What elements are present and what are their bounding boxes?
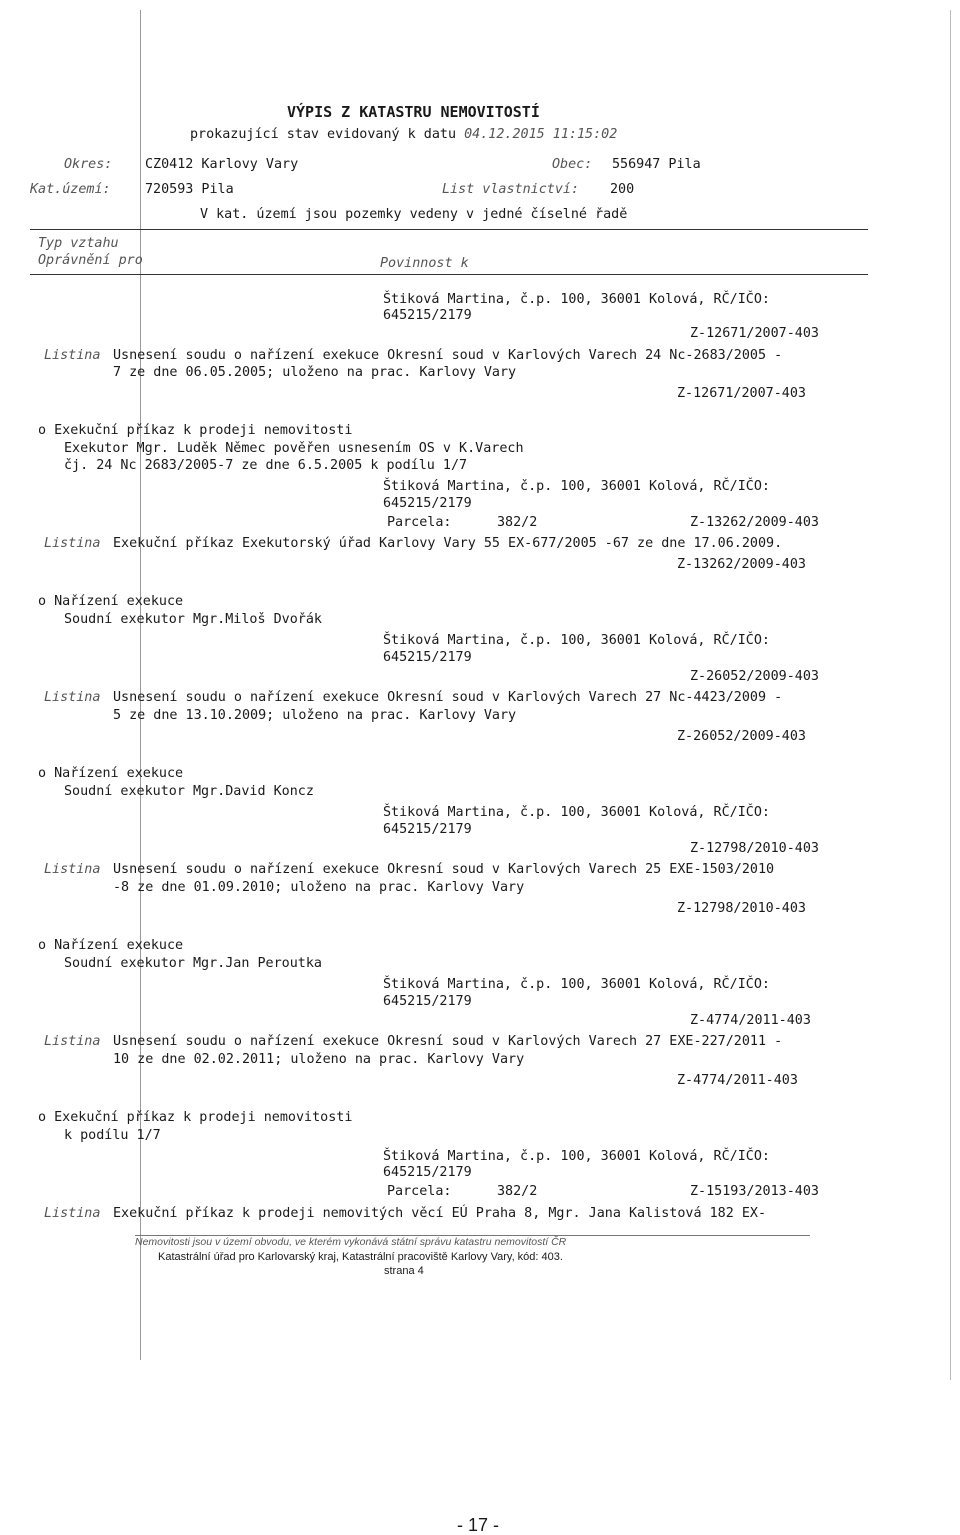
owner-name: Štiková Martina, č.p. 100, 36001 Kolová, RČ/IČO:	[383, 292, 770, 307]
okres-value: CZ0412 Karlovy Vary	[145, 157, 299, 172]
entry-type: o Nařízení exekuce	[38, 766, 184, 781]
listina-text: Usnesení soudu o nařízení exekuce Okresní soud v Karlových Varech 27 EXE-227/2011 -	[113, 1034, 783, 1049]
entry-detail: Exekutor Mgr. Luděk Němec pověřen usnesením OS v K.Varech	[64, 441, 524, 456]
entry-detail: Soudní exekutor Mgr.Jan Peroutka	[64, 956, 322, 971]
column-divider	[140, 10, 141, 1360]
column-opravneni-pro: Oprávnění pro	[38, 253, 143, 268]
owner-name: Štiková Martina, č.p. 100, 36001 Kolová, RČ/IČO:	[383, 1149, 770, 1164]
listina-text: Usnesení soudu o nařízení exekuce Okresní soud v Karlových Varech 27 Nc-4423/2009 -	[113, 690, 783, 705]
listina-text: Usnesení soudu o nařízení exekuce Okresní soud v Karlových Varech 25 EXE-1503/2010	[113, 862, 775, 877]
page-number: - 17 -	[457, 1515, 500, 1535]
entry-type: o Nařízení exekuce	[38, 938, 184, 953]
entry-detail: čj. 24 Nc 2683/2005-7 ze dne 6.5.2005 k podílu 1/7	[64, 458, 468, 473]
listina-text: 10 ze dne 02.02.2011; uloženo na prac. Karlovy Vary	[113, 1052, 525, 1067]
parcela-value: 382/2	[497, 1184, 538, 1199]
parcela-label: Parcela:	[387, 515, 452, 530]
owner-name: Štiková Martina, č.p. 100, 36001 Kolová, RČ/IČO:	[383, 479, 770, 494]
listina-label: Listina	[44, 1034, 101, 1049]
owner-name: Štiková Martina, č.p. 100, 36001 Kolová, RČ/IČO:	[383, 805, 770, 820]
z-reference: Z-26052/2009-403	[677, 729, 806, 744]
cadastre-note: V kat. území jsou pozemky vedeny v jedné číselné řadě	[200, 207, 628, 222]
footer-jurisdiction: Nemovitosti jsou v území obvodu, ve kterém vykonává státní správu katastru nemovitostí ČR	[135, 1236, 567, 1248]
entry-type: o Exekuční příkaz k prodeji nemovitosti	[38, 423, 353, 438]
entry-detail: Soudní exekutor Mgr.David Koncz	[64, 784, 314, 799]
owner-id: 645215/2179	[383, 1165, 472, 1180]
entry-type: o Exekuční příkaz k prodeji nemovitosti	[38, 1110, 353, 1125]
z-reference: Z-4774/2011-403	[677, 1073, 798, 1088]
listina-text: Exekuční příkaz Exekutorský úřad Karlovy Vary 55 EX-677/2005 -67 ze dne 17.06.2009.	[113, 536, 783, 551]
listina-text: Usnesení soudu o nařízení exekuce Okresní soud v Karlových Varech 24 Nc-2683/2005 -	[113, 348, 783, 363]
z-reference: Z-13262/2009-403	[677, 557, 806, 572]
owner-id: 645215/2179	[383, 822, 472, 837]
z-reference: Z-26052/2009-403	[690, 669, 819, 684]
owner-id: 645215/2179	[383, 994, 472, 1009]
obec-label: Obec:	[552, 157, 593, 172]
owner-name: Štiková Martina, č.p. 100, 36001 Kolová, RČ/IČO:	[383, 633, 770, 648]
column-povinnost-k: Povinnost k	[380, 256, 469, 271]
kat-uzemi-value: 720593 Pila	[145, 182, 234, 197]
lv-label: List vlastnictví:	[442, 182, 580, 197]
footer-page: strana 4	[384, 1265, 424, 1277]
kat-uzemi-label: Kat.území:	[30, 182, 111, 197]
z-reference: Z-15193/2013-403	[690, 1184, 819, 1199]
parcela-label: Parcela:	[387, 1184, 452, 1199]
z-reference: Z-12671/2007-403	[677, 386, 806, 401]
listina-text: Exekuční příkaz k prodeji nemovitých věcí EÚ Praha 8, Mgr. Jana Kalistová 182 EX-	[113, 1206, 767, 1221]
page-title: VÝPIS Z KATASTRU NEMOVITOSTÍ	[287, 103, 540, 121]
listina-text: 5 ze dne 13.10.2009; uloženo na prac. Karlovy Vary	[113, 708, 517, 723]
z-reference: Z-4774/2011-403	[690, 1013, 811, 1028]
listina-text: -8 ze dne 01.09.2010; uloženo na prac. Karlovy Vary	[113, 880, 525, 895]
owner-id: 645215/2179	[383, 650, 472, 665]
entry-detail: k podílu 1/7	[64, 1128, 161, 1143]
z-reference: Z-12671/2007-403	[690, 326, 819, 341]
column-divider	[950, 10, 951, 1380]
okres-label: Okres:	[64, 157, 113, 172]
listina-label: Listina	[44, 1206, 101, 1221]
listina-label: Listina	[44, 862, 101, 877]
column-typ-vztahu: Typ vztahu	[38, 236, 119, 251]
listina-label: Listina	[44, 348, 101, 363]
footer-office: Katastrální úřad pro Karlovarský kraj, Katastrální pracoviště Karlovy Vary, kód: 403.	[158, 1251, 563, 1263]
owner-id: 645215/2179	[383, 308, 472, 323]
z-reference: Z-13262/2009-403	[690, 515, 819, 530]
entry-detail: Soudní exekutor Mgr.Miloš Dvořák	[64, 612, 322, 627]
subtitle-prefix: prokazující stav evidovaný k datu	[190, 127, 457, 142]
entry-type: o Nařízení exekuce	[38, 594, 184, 609]
obec-value: 556947 Pila	[612, 157, 701, 172]
subtitle	[190, 127, 617, 143]
listina-text: 7 ze dne 06.05.2005; uloženo na prac. Karlovy Vary	[113, 365, 517, 380]
z-reference: Z-12798/2010-403	[690, 841, 819, 856]
lv-value: 200	[610, 182, 635, 197]
parcela-value: 382/2	[497, 515, 538, 530]
listina-label: Listina	[44, 690, 101, 705]
extract-datetime: 04.12.2015 11:15:02	[464, 127, 618, 142]
columns-divider	[30, 274, 868, 275]
z-reference: Z-12798/2010-403	[677, 901, 806, 916]
header-divider	[30, 229, 868, 230]
owner-name: Štiková Martina, č.p. 100, 36001 Kolová, RČ/IČO:	[383, 977, 770, 992]
owner-id: 645215/2179	[383, 496, 472, 511]
listina-label: Listina	[44, 536, 101, 551]
